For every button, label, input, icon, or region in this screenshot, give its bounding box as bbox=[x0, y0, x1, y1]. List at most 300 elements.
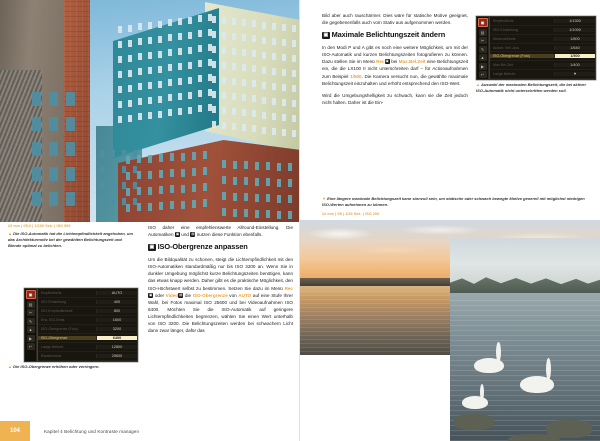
window bbox=[122, 150, 126, 157]
window bbox=[133, 198, 137, 205]
window bbox=[244, 177, 248, 185]
window bbox=[148, 97, 152, 104]
window bbox=[158, 66, 162, 73]
window bbox=[242, 34, 246, 41]
window bbox=[188, 77, 192, 84]
window bbox=[242, 94, 246, 101]
window bbox=[198, 75, 202, 82]
window bbox=[222, 17, 226, 24]
menu-row-label: Lange Belicht. bbox=[41, 345, 64, 349]
menu-row[interactable] bbox=[490, 70, 595, 79]
window bbox=[122, 166, 126, 173]
menu-row[interactable] bbox=[38, 325, 137, 334]
window bbox=[277, 163, 281, 171]
window bbox=[118, 86, 122, 93]
caption-marker-up-icon: ▲ bbox=[8, 231, 12, 236]
menu-row-label: ISO-Obergrenze (Foto) bbox=[490, 54, 554, 58]
window bbox=[118, 26, 122, 33]
window bbox=[118, 116, 122, 123]
window bbox=[277, 211, 281, 219]
shutter-menu-caption bbox=[476, 82, 594, 94]
window bbox=[262, 52, 266, 59]
window bbox=[262, 37, 266, 44]
window bbox=[137, 171, 141, 179]
window bbox=[126, 204, 130, 212]
menu-row[interactable] bbox=[38, 307, 137, 316]
window bbox=[208, 59, 212, 66]
monitor-icon[interactable]: ▲ bbox=[27, 326, 35, 333]
heading-max-belichtungszeit bbox=[322, 31, 468, 39]
window bbox=[208, 74, 212, 81]
window bbox=[242, 109, 246, 116]
menu-row-label: Empfindlichk. bbox=[493, 18, 515, 23]
window bbox=[158, 81, 162, 88]
camera-icon[interactable]: ▣ bbox=[26, 290, 36, 299]
para2-text-b: oder bbox=[153, 292, 166, 298]
menu-ref-auto: AUTO bbox=[238, 292, 252, 298]
swan-neck bbox=[496, 342, 501, 362]
window bbox=[198, 105, 202, 112]
window bbox=[233, 193, 237, 201]
window bbox=[252, 80, 256, 87]
paragraph-umgebungshelligkeit: Wird die Umgebungshelligkeit zu schwach, kann sie die Zeit jedoch nicht halten. Daher ist die Ein- bbox=[322, 92, 468, 105]
menu-ref-rec: Rec bbox=[284, 285, 293, 291]
window bbox=[122, 182, 126, 189]
movie-auto-icon: ▤ bbox=[191, 232, 195, 237]
window bbox=[232, 48, 236, 55]
menu-row-value: 400 bbox=[96, 300, 137, 304]
window bbox=[100, 182, 104, 189]
iso-upper-limit-menu[interactable] bbox=[24, 288, 138, 362]
window bbox=[222, 92, 226, 99]
heading-text: ISO-Obergrenze anpassen bbox=[157, 242, 248, 252]
movie-icon[interactable]: ▤ bbox=[479, 29, 487, 36]
window bbox=[262, 82, 266, 89]
window bbox=[128, 115, 132, 122]
window bbox=[222, 47, 226, 54]
window bbox=[66, 142, 75, 156]
window bbox=[148, 187, 152, 195]
camera-icon: ▣ bbox=[149, 292, 153, 297]
window bbox=[212, 16, 216, 23]
window bbox=[262, 127, 266, 134]
menu-ref-video: Video bbox=[165, 292, 179, 298]
window bbox=[192, 152, 196, 160]
menu-row-label: ISO-Einstellung bbox=[493, 27, 518, 32]
menu-row-value: 1600 bbox=[96, 318, 137, 322]
window bbox=[292, 130, 296, 137]
window bbox=[208, 29, 212, 36]
window bbox=[198, 45, 202, 52]
window bbox=[288, 211, 292, 219]
window bbox=[138, 53, 142, 60]
window bbox=[49, 117, 58, 131]
menu-row-value: ▼ bbox=[554, 72, 595, 76]
window bbox=[277, 195, 281, 203]
window bbox=[148, 203, 152, 211]
window bbox=[222, 160, 226, 168]
caption-marker-up-icon: ▲ bbox=[8, 364, 12, 369]
window bbox=[137, 203, 141, 211]
window bbox=[66, 117, 75, 131]
window bbox=[111, 198, 115, 205]
window bbox=[292, 100, 296, 107]
window bbox=[118, 71, 122, 78]
menu-row-list[interactable] bbox=[489, 17, 595, 79]
window bbox=[282, 54, 286, 61]
window bbox=[148, 112, 152, 119]
page-footer bbox=[0, 421, 300, 441]
window bbox=[292, 25, 296, 32]
wrench-icon[interactable]: ✂ bbox=[27, 309, 35, 316]
paragraph-iso-allround bbox=[148, 224, 293, 238]
window bbox=[188, 107, 192, 114]
window bbox=[272, 38, 276, 45]
window bbox=[49, 167, 58, 181]
window bbox=[255, 210, 259, 218]
window bbox=[133, 182, 137, 189]
window bbox=[168, 34, 172, 41]
window bbox=[181, 185, 185, 193]
window bbox=[170, 185, 174, 193]
window bbox=[222, 192, 226, 200]
window bbox=[252, 125, 256, 132]
shoreline-rock bbox=[508, 434, 560, 441]
window bbox=[198, 90, 202, 97]
max-shutter-time-menu[interactable] bbox=[476, 16, 596, 80]
window bbox=[188, 92, 192, 99]
menu-row[interactable] bbox=[490, 35, 595, 44]
sunset-exif: 12 mm | f/8 | 1/30 Sek. | ISO 200 bbox=[322, 212, 380, 216]
window bbox=[222, 176, 226, 184]
menu-icon-rail[interactable] bbox=[25, 289, 37, 361]
window bbox=[168, 64, 172, 71]
window bbox=[32, 92, 41, 106]
window bbox=[133, 150, 137, 157]
window bbox=[292, 55, 296, 62]
para2-text-d: von bbox=[227, 292, 239, 298]
window bbox=[181, 153, 185, 161]
menu-row-value: 1/1300 bbox=[554, 19, 595, 23]
window bbox=[118, 56, 122, 63]
window bbox=[242, 79, 246, 86]
menu-row[interactable] bbox=[490, 26, 595, 35]
window bbox=[255, 162, 259, 170]
window bbox=[232, 33, 236, 40]
window bbox=[232, 78, 236, 85]
window bbox=[159, 170, 163, 178]
window bbox=[138, 38, 142, 45]
shoreline-rock bbox=[454, 414, 494, 430]
para2-text-a: Um die Bildqualität zu schonen, steigt die Lichtempfindlichkeit mit den ISO-Automatiken standardmäßig nur bis ISO 3200 an. Wenn Sie in dunkler Umgebung möglichst kurze Belichtungszeiten benötigen, kann das etwas knapp werden. Daher gibt es die praktische Möglichkeit, den ISO-Höchstwert selbst zu bestimmen. Setzen Sie dazu im Menü bbox=[148, 257, 293, 291]
window bbox=[168, 109, 172, 116]
window bbox=[188, 32, 192, 39]
window bbox=[252, 95, 256, 102]
camera-icon: ▣ bbox=[323, 32, 329, 39]
window bbox=[212, 61, 216, 68]
window bbox=[122, 198, 126, 205]
window bbox=[158, 51, 162, 58]
window bbox=[222, 208, 226, 216]
menu-row-value: 1/400 bbox=[554, 63, 595, 67]
window bbox=[128, 55, 132, 62]
window bbox=[49, 192, 58, 206]
swan-body bbox=[462, 396, 488, 409]
window bbox=[192, 200, 196, 208]
menu-row[interactable] bbox=[38, 343, 137, 352]
window bbox=[242, 64, 246, 71]
window bbox=[262, 112, 266, 119]
camera-auto-icon: ▣ bbox=[175, 232, 180, 237]
playback-icon[interactable]: ▶ bbox=[27, 335, 35, 342]
exit-icon[interactable]: ↩ bbox=[27, 343, 35, 350]
window bbox=[255, 178, 259, 186]
menu-row[interactable] bbox=[38, 289, 137, 298]
footer-chapter-text: Kapitel 4 Belichtung und Kontraste managen bbox=[44, 428, 140, 434]
window bbox=[170, 201, 174, 209]
menu-row[interactable] bbox=[38, 352, 137, 361]
window bbox=[198, 30, 202, 37]
window bbox=[266, 162, 270, 170]
menu-icon-rail[interactable] bbox=[477, 17, 489, 79]
window bbox=[212, 91, 216, 98]
window bbox=[282, 114, 286, 121]
window bbox=[137, 187, 141, 195]
movie-icon[interactable]: ▤ bbox=[27, 301, 35, 308]
window bbox=[138, 23, 142, 30]
menu-row-label: Empfindlichk. bbox=[41, 291, 63, 295]
playback-icon[interactable]: ▶ bbox=[479, 63, 487, 70]
window bbox=[168, 49, 172, 56]
menu-row-label: Erw. ISO-Einst. bbox=[41, 318, 66, 322]
wrench-icon[interactable]: ✂ bbox=[479, 37, 487, 44]
window bbox=[192, 184, 196, 192]
menu-row-value: 800 bbox=[96, 309, 137, 313]
window bbox=[262, 22, 266, 29]
window bbox=[288, 195, 292, 203]
camera-icon: ▣ bbox=[385, 59, 389, 64]
window bbox=[232, 123, 236, 130]
window bbox=[282, 39, 286, 46]
window bbox=[208, 14, 212, 21]
page-number: 104 bbox=[0, 421, 30, 441]
shutter-menu-caption-text: Auswahl der maximalen Belichtungszeit, die bei aktiver ISO-Automatik nicht unterschritten werden soll. bbox=[476, 82, 587, 94]
window bbox=[203, 167, 207, 175]
tools-icon[interactable]: ✎ bbox=[479, 46, 487, 53]
window bbox=[158, 36, 162, 43]
monitor-icon[interactable]: ▲ bbox=[479, 54, 487, 61]
window bbox=[138, 68, 142, 75]
camera-icon[interactable]: ▣ bbox=[478, 18, 488, 27]
window bbox=[282, 69, 286, 76]
window bbox=[266, 210, 270, 218]
window bbox=[232, 108, 236, 115]
window bbox=[32, 192, 41, 206]
window bbox=[159, 186, 163, 194]
sunset-caption-text: Eine längere maximale Belichtungszeit kann sinnvoll sein, um statische oder schwach bewegte Motive generell mit möglichst niedrigen ISO-Werten aufnehmen zu können. bbox=[322, 196, 585, 208]
paragraph-iso-obergrenze bbox=[148, 256, 293, 334]
window bbox=[100, 166, 104, 173]
menu-row-value: 12800 bbox=[96, 345, 137, 349]
window bbox=[233, 177, 237, 185]
menu-row[interactable] bbox=[38, 334, 137, 343]
window bbox=[203, 183, 207, 191]
window bbox=[178, 108, 182, 115]
menu-row-value: 1/800 bbox=[554, 37, 595, 41]
sunset-caption bbox=[322, 196, 594, 208]
window bbox=[66, 167, 75, 181]
window bbox=[138, 113, 142, 120]
caption-marker-up-icon: ▲ bbox=[476, 82, 480, 87]
window bbox=[203, 151, 207, 159]
window bbox=[148, 82, 152, 89]
window bbox=[178, 93, 182, 100]
window bbox=[244, 161, 248, 169]
exit-icon[interactable]: ↩ bbox=[479, 71, 487, 78]
movie-icon: ▤ bbox=[179, 292, 183, 297]
window bbox=[168, 19, 172, 26]
window bbox=[252, 65, 256, 72]
window bbox=[158, 21, 162, 28]
menu-row-label: Max.Bel.Zeit bbox=[493, 63, 513, 68]
window bbox=[232, 63, 236, 70]
window bbox=[222, 77, 226, 84]
window bbox=[128, 70, 132, 77]
para-text-c: nutzen diese Funktion ebenfalls. bbox=[195, 232, 263, 238]
window bbox=[282, 99, 286, 106]
para2-text-c: die bbox=[183, 292, 193, 298]
window bbox=[148, 155, 152, 163]
window bbox=[208, 44, 212, 51]
window bbox=[244, 193, 248, 201]
architecture-exif: 24 mm | f/5.6 | 1/100 Sek. | ISO 500 bbox=[8, 224, 71, 228]
window bbox=[208, 104, 212, 111]
window bbox=[148, 37, 152, 44]
window bbox=[170, 169, 174, 177]
window bbox=[208, 89, 212, 96]
window bbox=[222, 32, 226, 39]
tools-icon[interactable]: ✎ bbox=[27, 318, 35, 325]
window bbox=[212, 106, 216, 113]
menu-row-value: 6400 bbox=[96, 336, 137, 340]
window bbox=[159, 154, 163, 162]
window bbox=[266, 178, 270, 186]
menu-row-label: ISO-Obergrenze bbox=[38, 336, 96, 340]
window bbox=[178, 78, 182, 85]
window bbox=[181, 201, 185, 209]
window bbox=[212, 121, 216, 128]
window bbox=[192, 168, 196, 176]
window bbox=[100, 150, 104, 157]
window bbox=[272, 83, 276, 90]
window bbox=[277, 179, 281, 187]
window bbox=[292, 115, 296, 122]
window bbox=[288, 179, 292, 187]
menu-row[interactable] bbox=[490, 52, 595, 61]
window bbox=[148, 52, 152, 59]
camera-movie-icon: ▣ bbox=[149, 244, 155, 251]
window bbox=[32, 117, 41, 131]
window bbox=[222, 107, 226, 114]
window bbox=[178, 63, 182, 70]
window bbox=[233, 209, 237, 217]
window bbox=[262, 67, 266, 74]
para-text-b: und bbox=[180, 232, 191, 238]
window bbox=[66, 92, 75, 106]
para2-text-e: auf eine Stufe Ihrer Wahl, bei Fotos maximal ISO 25600 und bei Videoaufnahmen ISO 6400. Möchten Sie die ISO-Automatik auf geringere Lichtempfindlichkeiten begrenzen, wählen Sie einen Wert unterhalb von ISO 3200. Die Belichtungszeiten werden bei schwachem Licht dann zwar länger, dafür das bbox=[148, 292, 293, 334]
window bbox=[244, 209, 248, 217]
architecture-caption bbox=[8, 231, 136, 250]
paragraph-rauschaermer: Bild aber auch rauschärmer. Dies wäre für statische Motive geeignet, die gegebenenfalls auch vom Stativ aus aufgenommen werden. bbox=[322, 13, 468, 26]
left-page-text-column bbox=[148, 224, 293, 339]
window bbox=[170, 153, 174, 161]
window bbox=[148, 67, 152, 74]
window bbox=[188, 47, 192, 54]
window bbox=[222, 62, 226, 69]
window bbox=[242, 124, 246, 131]
window bbox=[272, 98, 276, 105]
menu-row-value: 3200 bbox=[96, 327, 137, 331]
menu-row-value: 25600 bbox=[96, 354, 137, 358]
menu-row-label: Messmethode bbox=[493, 36, 516, 41]
menu-row-label: ISO-Empfindlichkeit bbox=[41, 309, 73, 313]
heading-iso-obergrenze bbox=[148, 243, 293, 251]
window bbox=[181, 169, 185, 177]
window bbox=[118, 41, 122, 48]
menu-row[interactable] bbox=[38, 316, 137, 325]
window bbox=[126, 188, 130, 196]
window bbox=[262, 97, 266, 104]
window bbox=[198, 60, 202, 67]
window bbox=[203, 199, 207, 207]
menu-row[interactable] bbox=[490, 61, 595, 70]
rpara-text-c: eine Belichtungszeit ein, die die LX100 II nicht unterschreiten darf – für Actionaufnahmen zum Beispiel bbox=[322, 59, 468, 79]
menu-row-list[interactable] bbox=[37, 289, 137, 361]
window bbox=[272, 53, 276, 60]
menu-row-value: 1/1000 bbox=[554, 28, 595, 32]
window bbox=[272, 128, 276, 135]
rpara-text-d: . Die Kamera versucht nun, die gewählte maximale Belichtungszeit einzuhalten und erhöht entsprechend den ISO-Wert. bbox=[322, 73, 468, 86]
iso-menu-caption bbox=[8, 364, 136, 370]
window bbox=[168, 94, 172, 101]
window bbox=[233, 161, 237, 169]
para-text-a: ISO daher eine empfehlenswerte Allround-Einstellung. Die Automatiken bbox=[148, 225, 293, 238]
window bbox=[255, 194, 259, 202]
menu-row-value: 1/640 bbox=[554, 46, 595, 50]
window bbox=[188, 17, 192, 24]
menu-row[interactable] bbox=[490, 44, 595, 53]
window bbox=[222, 122, 226, 129]
window bbox=[100, 198, 104, 205]
iso-menu-caption-text: Die ISO-Obergrenze erhöhen oder verringern. bbox=[13, 364, 100, 369]
window bbox=[252, 20, 256, 27]
window bbox=[292, 70, 296, 77]
window bbox=[292, 85, 296, 92]
window bbox=[32, 167, 41, 181]
value-ref-1-500: 1/500 bbox=[350, 73, 362, 79]
window bbox=[128, 85, 132, 92]
window bbox=[128, 100, 132, 107]
window bbox=[178, 33, 182, 40]
menu-row[interactable] bbox=[490, 17, 595, 26]
menu-row-label: ISO-Einstellung bbox=[41, 300, 66, 304]
window bbox=[212, 46, 216, 53]
window bbox=[272, 68, 276, 75]
menu-row[interactable] bbox=[38, 298, 137, 307]
window bbox=[252, 50, 256, 57]
window bbox=[252, 110, 256, 117]
window bbox=[111, 166, 115, 173]
